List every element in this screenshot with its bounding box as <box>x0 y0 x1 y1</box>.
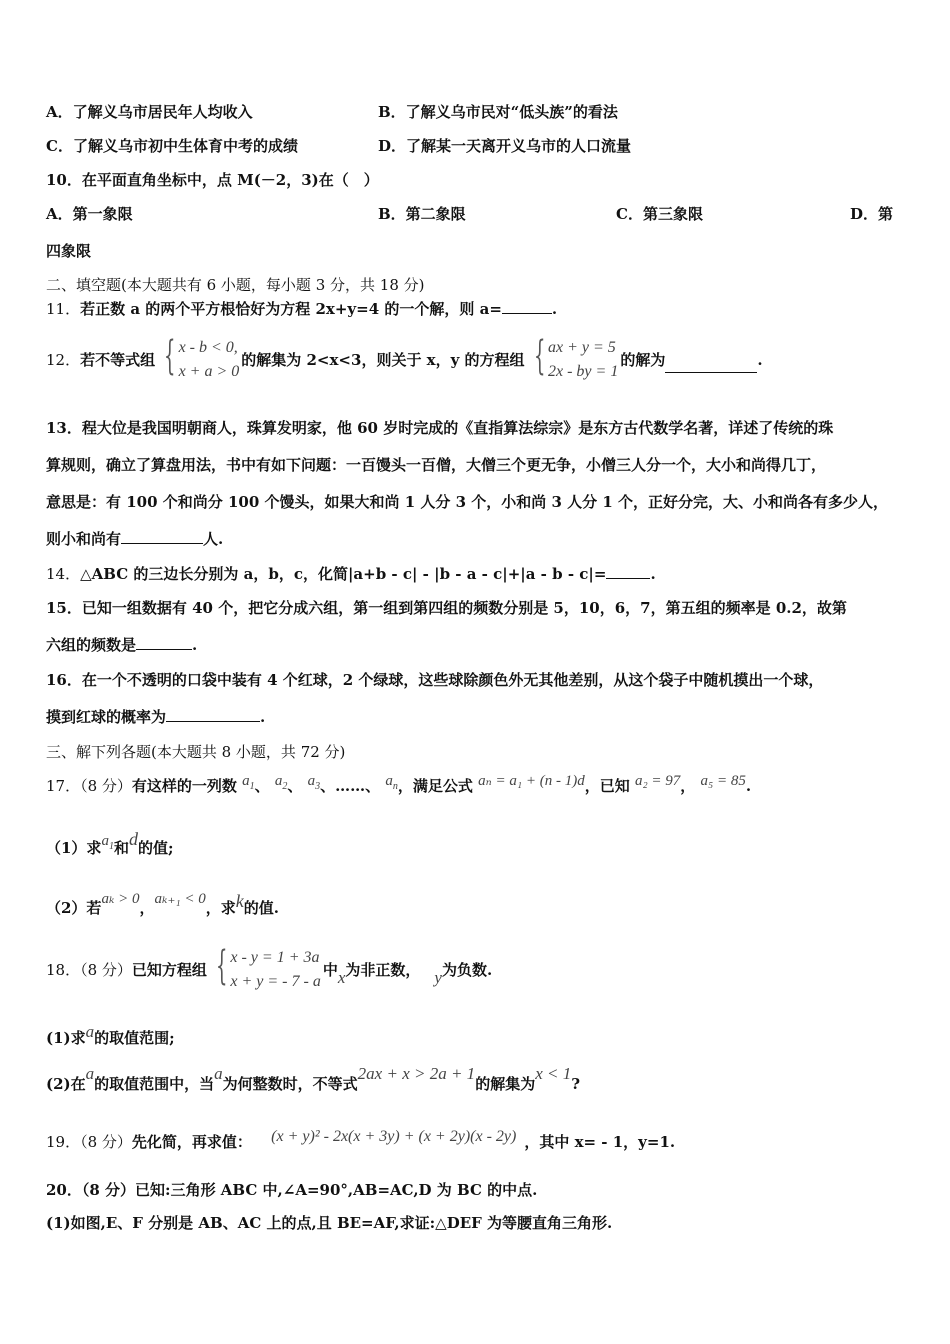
q17-part-1 <box>46 829 174 865</box>
q17-formula: aₙ = a₁ + (n - 1)d <box>478 773 585 789</box>
q18-part-1-text-b: 的取值范围; <box>94 1029 175 1047</box>
q13-line-3: 意思是：有 100 个和尚分 100 个馒头，如果大和尚 1 人分 3 个，小和尚 3 人分 1 个，正好分完，大、小和尚各有多少人， <box>46 493 889 511</box>
brace-icon: { <box>215 943 228 989</box>
q18-part-2-text-e: ? <box>571 1075 581 1093</box>
q17-text-2: ，满足公式 <box>397 777 473 795</box>
section-3-heading: 三、解下列各题(本大题共 8 小题，共 72 分) <box>46 743 346 761</box>
q18-part-2-a-2: a <box>214 1064 223 1083</box>
q11-end: . <box>551 300 558 318</box>
q18-inequality: 2ax + x > 2a + 1 <box>357 1064 476 1083</box>
q12-number: 12． <box>46 351 81 369</box>
q18-number: 18．（8 分） <box>46 961 132 979</box>
q16-answer-blank[interactable] <box>166 707 260 722</box>
q20-line-1: 20．（8 分）已知:三角形 ABC 中,∠A=90°,AB=AC,D 为 BC 的中点. <box>46 1181 538 1199</box>
q13-line-1: 13．程大位是我国明朝商人，珠算发明家，他 60 岁时完成的《直指算法综宗》是东方古代数学名著，详述了传统的珠 <box>46 419 834 437</box>
q17-part-2 <box>46 891 280 919</box>
q12-inequality-system <box>157 333 240 384</box>
q18-solution: x < 1 <box>535 1064 572 1083</box>
q10-option-d-continued: 四象限 <box>46 242 92 260</box>
q18-part-2-text-d: 的解集为 <box>475 1075 536 1093</box>
q13-text: 则小和尚有 <box>46 530 122 548</box>
q18-part-2 <box>46 1064 581 1094</box>
q17-part-2-cond-2: aₖ₊₁ < 0 <box>154 891 206 907</box>
q17-part-2-k: k <box>235 891 244 911</box>
q9-option-b: B．了解义乌市民对“低头族”的看法 <box>378 103 618 121</box>
question-19 <box>46 1128 676 1153</box>
q12-end: . <box>757 351 763 369</box>
q18-part-2-text-b: 的取值范围中，当 <box>94 1075 215 1093</box>
q9-option-a: A．了解义乌市居民年人均收入 <box>46 103 253 121</box>
q18-var-x: x <box>337 968 346 987</box>
q17-sep-3: 、 <box>320 777 336 795</box>
q9-option-c: C．了解义乌市初中生体育中考的成绩 <box>46 137 298 155</box>
q13-answer-blank[interactable] <box>121 529 203 544</box>
q14-number: 14． <box>46 565 81 583</box>
q18-var-y: y <box>434 968 442 987</box>
q17-a3: $a_3$ <box>307 773 321 792</box>
q17-part-1-text-b: 和 <box>113 839 129 857</box>
q13-line-4 <box>46 529 223 549</box>
question-18 <box>46 942 492 998</box>
q17-part-2-text-a: （2）若 <box>46 899 102 917</box>
q12-equation-system <box>527 333 619 384</box>
q17-part-2-sep: ， <box>139 899 155 917</box>
q12-text-2: 的解集为 2<x<3，则关于 x，y 的方程组 <box>241 351 525 369</box>
q19-text-2: ，其中 x= - 1，y=1. <box>524 1133 676 1151</box>
q15-end: . <box>192 636 198 654</box>
q11-answer-blank[interactable] <box>502 299 552 314</box>
q17-text-1: 有这样的一列数 <box>131 777 237 795</box>
q12-sys2-row2: 2x - by = 1 <box>548 363 619 380</box>
q18-part-2-text-a: (2)在 <box>46 1075 86 1093</box>
q17-given-a2: a₂ = 97 <box>634 773 681 789</box>
q11-text: 若正数 a 的两个平方根恰好为方程 2x+y=4 的一个解，则 a= <box>80 300 502 318</box>
q12-text-1: 若不等式组 <box>80 351 156 369</box>
q15-line-2 <box>46 635 197 655</box>
q19-expression: (x + y)² - 2x(x + 3y) + (x + 2y)(x - 2y) <box>271 1128 517 1145</box>
q17-end: . <box>745 777 752 795</box>
q17-number: 17．（8 分） <box>46 777 132 795</box>
q10-stem: 10．在平面直角坐标中，点 M(－2，3)在（ ） <box>46 171 379 189</box>
q15-answer-blank[interactable] <box>136 635 192 650</box>
q10-option-c: C．第三象限 <box>616 205 703 223</box>
q17-sep-2: 、 <box>287 777 303 795</box>
q9-option-d: D．了解某一天离开义乌市的人口流量 <box>378 137 632 155</box>
q10-option-d: D．第 <box>850 205 894 223</box>
q17-an: $a_n$ <box>385 773 398 792</box>
q18-part-1-text-a: (1)求 <box>46 1029 86 1047</box>
q18-text-4: 为负数. <box>441 961 493 979</box>
question-11 <box>46 299 557 319</box>
q18-text-1: 已知方程组 <box>131 961 207 979</box>
q18-text-3: 为非正数， <box>345 961 421 979</box>
q17-part-1-text-a: （1）求 <box>46 839 102 857</box>
q12-sys2-row1: ax + y = 5 <box>548 339 616 356</box>
q17-comma: ， <box>680 777 696 795</box>
q18-part-1 <box>46 1022 175 1048</box>
q14-end: . <box>650 565 656 583</box>
q11-number: 11． <box>46 300 81 318</box>
q12-text-3: 的解为 <box>620 351 666 369</box>
q17-ellipsis: ……、 <box>335 777 381 795</box>
q15-text: 六组的频数是 <box>46 636 137 654</box>
q14-answer-blank[interactable] <box>606 564 650 579</box>
q18-part-2-text-c: 为何整数时，不等式 <box>222 1075 358 1093</box>
q16-end: . <box>260 708 266 726</box>
q13-end: 人. <box>203 530 224 548</box>
q19-text-1: 先化简，再求值： <box>131 1133 252 1151</box>
q19-number: 19．（8 分） <box>46 1133 132 1151</box>
q14-text: △ABC 的三边长分别为 a，b，c，化简|a+b - c| - |b - a - c|+|a - b - c|= <box>80 565 607 583</box>
q12-sys1-row1: x - b < 0, <box>178 339 238 356</box>
q18-sys-row2: x + y = - 7 - a <box>230 973 321 990</box>
q18-part-2-a-1: a <box>85 1064 95 1083</box>
q20-line-2: (1)如图,E、F 分别是 AB、AC 上的点,且 BE=AF,求证:△DEF 为等腰直角三角形. <box>46 1214 613 1232</box>
q18-part-1-a: a <box>85 1022 95 1041</box>
question-12 <box>46 333 763 387</box>
q15-line-1: 15．已知一组数据有 40 个，把它分成六组，第一组到第四组的频数分别是 5，10，6，7，第五组的频率是 0.2，故第 <box>46 599 847 617</box>
q12-answer-blank[interactable] <box>665 358 757 373</box>
q18-sys-row1: x - y = 1 + 3a <box>230 949 320 966</box>
q17-given-a5: a₅ = 85 <box>700 773 746 789</box>
q17-part-1-text-c: 的值; <box>137 839 174 857</box>
q18-equation-system <box>209 943 321 994</box>
q17-a2: $a_2$ <box>274 773 288 792</box>
q12-sys1-row2: x + a > 0 <box>178 363 240 380</box>
brace-icon: { <box>533 333 546 379</box>
q17-part-2-cond-1: aₖ > 0 <box>101 891 140 907</box>
q17-a1: $a_1$ <box>242 773 255 792</box>
q17-text-3: ，已知 <box>584 777 630 795</box>
q10-option-a: A．第一象限 <box>46 205 133 223</box>
q17-part-2-text-c: 的值. <box>243 899 280 917</box>
brace-icon: { <box>164 333 176 379</box>
section-2-heading: 二、填空题(本大题共有 6 小题，每小题 3 分，共 18 分) <box>46 276 425 294</box>
q17-sep-1: 、 <box>254 777 270 795</box>
question-17 <box>46 773 752 803</box>
q16-line-1: 16．在一个不透明的口袋中装有 4 个红球，2 个绿球，这些球除颜色外无其他差别，从这个袋子中随机摸出一个球， <box>46 671 824 689</box>
q18-text-2: 中 <box>322 961 338 979</box>
q16-text: 摸到红球的概率为 <box>46 708 167 726</box>
q16-line-2 <box>46 707 265 727</box>
question-14 <box>46 564 656 584</box>
q17-part-1-a1: $a_1$ <box>101 833 114 852</box>
q13-line-2: 算规则，确立了算盘用法，书中有如下问题：一百馒头一百僧，大僧三个更无争，小僧三人分一个，大小和尚得几丁， <box>46 456 827 474</box>
q17-part-2-text-b: ，求 <box>205 899 236 917</box>
q10-option-b: B．第二象限 <box>378 205 466 223</box>
q17-part-1-d: d <box>128 829 138 849</box>
